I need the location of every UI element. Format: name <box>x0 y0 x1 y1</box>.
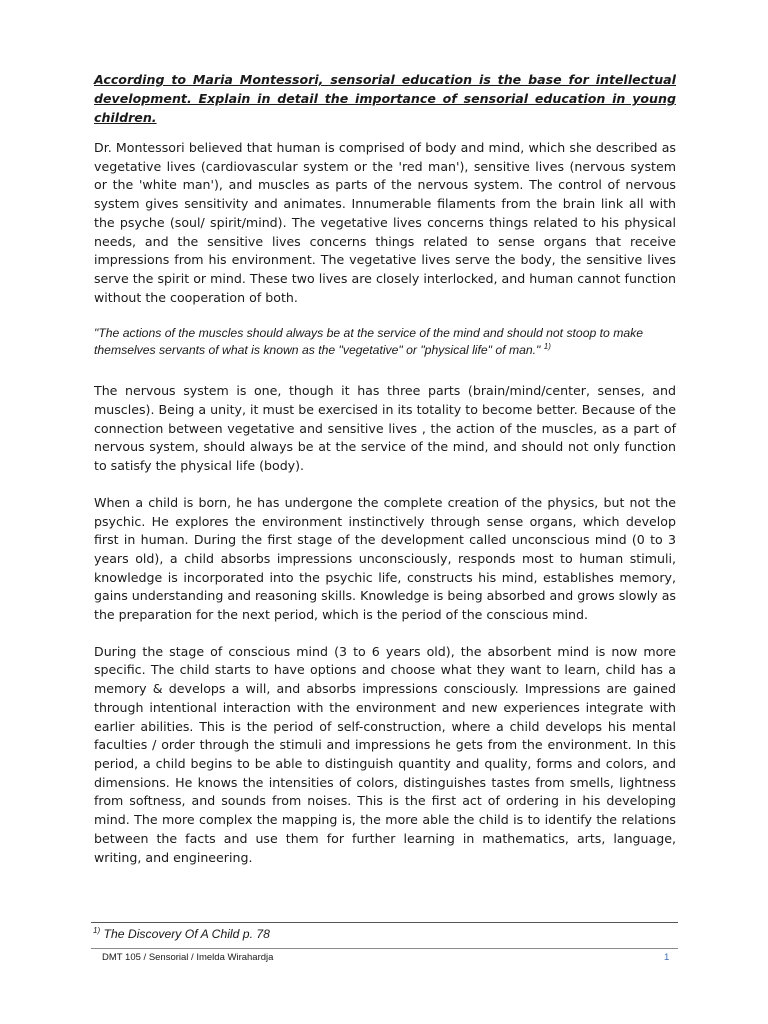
paragraph-3: When a child is born, he has undergone the complete creation of the physics, but not the psychic. He explores the environment instinctively through sense organs, which develop first in human. During the first stage of the development called unconscious mind (0 to 3 years old), a child absorbs impressions unconsciously, responds most to human stimuli, knowledge is incorporated into the psychic life, constructs his mind, establishes memory, gains understanding and reasoning skills. Knowledge is being absorbed and grows slowly as the preparation for the next period, which is the period of the conscious mind. <box>94 494 676 623</box>
paragraph-4: During the stage of conscious mind (3 to 6 years old), the absorbent mind is now more specific. The child starts to have options and choose what they want to learn, child has a memory & develops a will, and absorbs impressions consciously. Impressions are gained through intentional interaction with the environment and new experiences integrate with earlier abilities. This is the period of self-construction, where a child develops his mental faculties / order through the stimuli and impressions he gets from the environment. In this period, a child begins to be able to distinguish quantity and quality, forms and colors, and dimensions. He knows the intensities of colors, distinguishes tastes from smells, lightness from softness, and sounds from noises. This is the first act of ordering in his developing mind. The more complex the mapping is, the more able the child is to identify the relations between the facts and use them for further learning in mathematics, arts, language, writing, and engineering. <box>94 643 676 865</box>
footnote-marker: 1) <box>93 925 101 935</box>
footer-divider <box>91 948 678 949</box>
footnote <box>93 926 270 942</box>
footer-course-info: DMT 105 / Sensorial / Imelda Wirahardja <box>102 952 274 963</box>
paragraph-1: Dr. Montessori believed that human is comprised of body and mind, which she described as vegetative lives (cardiovascular system or the 'red man'), sensitive lives (nervous system or the 'white man'), and muscles as parts of the nervous system. The control of nervous system gives sensitivity and animates. Innumerable filaments from the brain link all with the psyche (soul/ spirit/mind). The vegetative lives concerns things related to his physical needs, and the sensitive lives concerns things related to sense organs that receive impressions from his environment. The vegetative lives serve the body, the sensitive lives serve the spirit or mind. These two lives are closely interlocked, and human cannot function without the cooperation of both. <box>94 140 676 305</box>
quote-footnote-ref: 1) <box>543 342 551 352</box>
block-quote <box>94 325 676 359</box>
paragraph-2: The nervous system is one, though it has three parts (brain/mind/center, senses, and muscles). Being a unity, it must be exercised in its totality to become better. Because of the connection between vegetative and sensitive lives , the action of the muscles, as a part of nervous system, should always be at the service of the mind, and should not only function to satisfy the physical life (body). <box>94 383 676 474</box>
document-body <box>94 70 676 885</box>
quote-text: "The actions of the muscles should always be at the service of the mind and should not stoop to make themselves servants of what is known as the "vegetative" or "physical life" of man." <box>94 326 644 358</box>
footnote-text: The Discovery Of A Child p. 78 <box>103 927 270 941</box>
essay-question-title: According to Maria Montessori, sensorial education is the base for intellectual development. Explain in detail the importance of sensorial education in young children. <box>94 72 676 125</box>
footnote-divider <box>91 922 678 923</box>
page-number: 1 <box>664 952 670 963</box>
